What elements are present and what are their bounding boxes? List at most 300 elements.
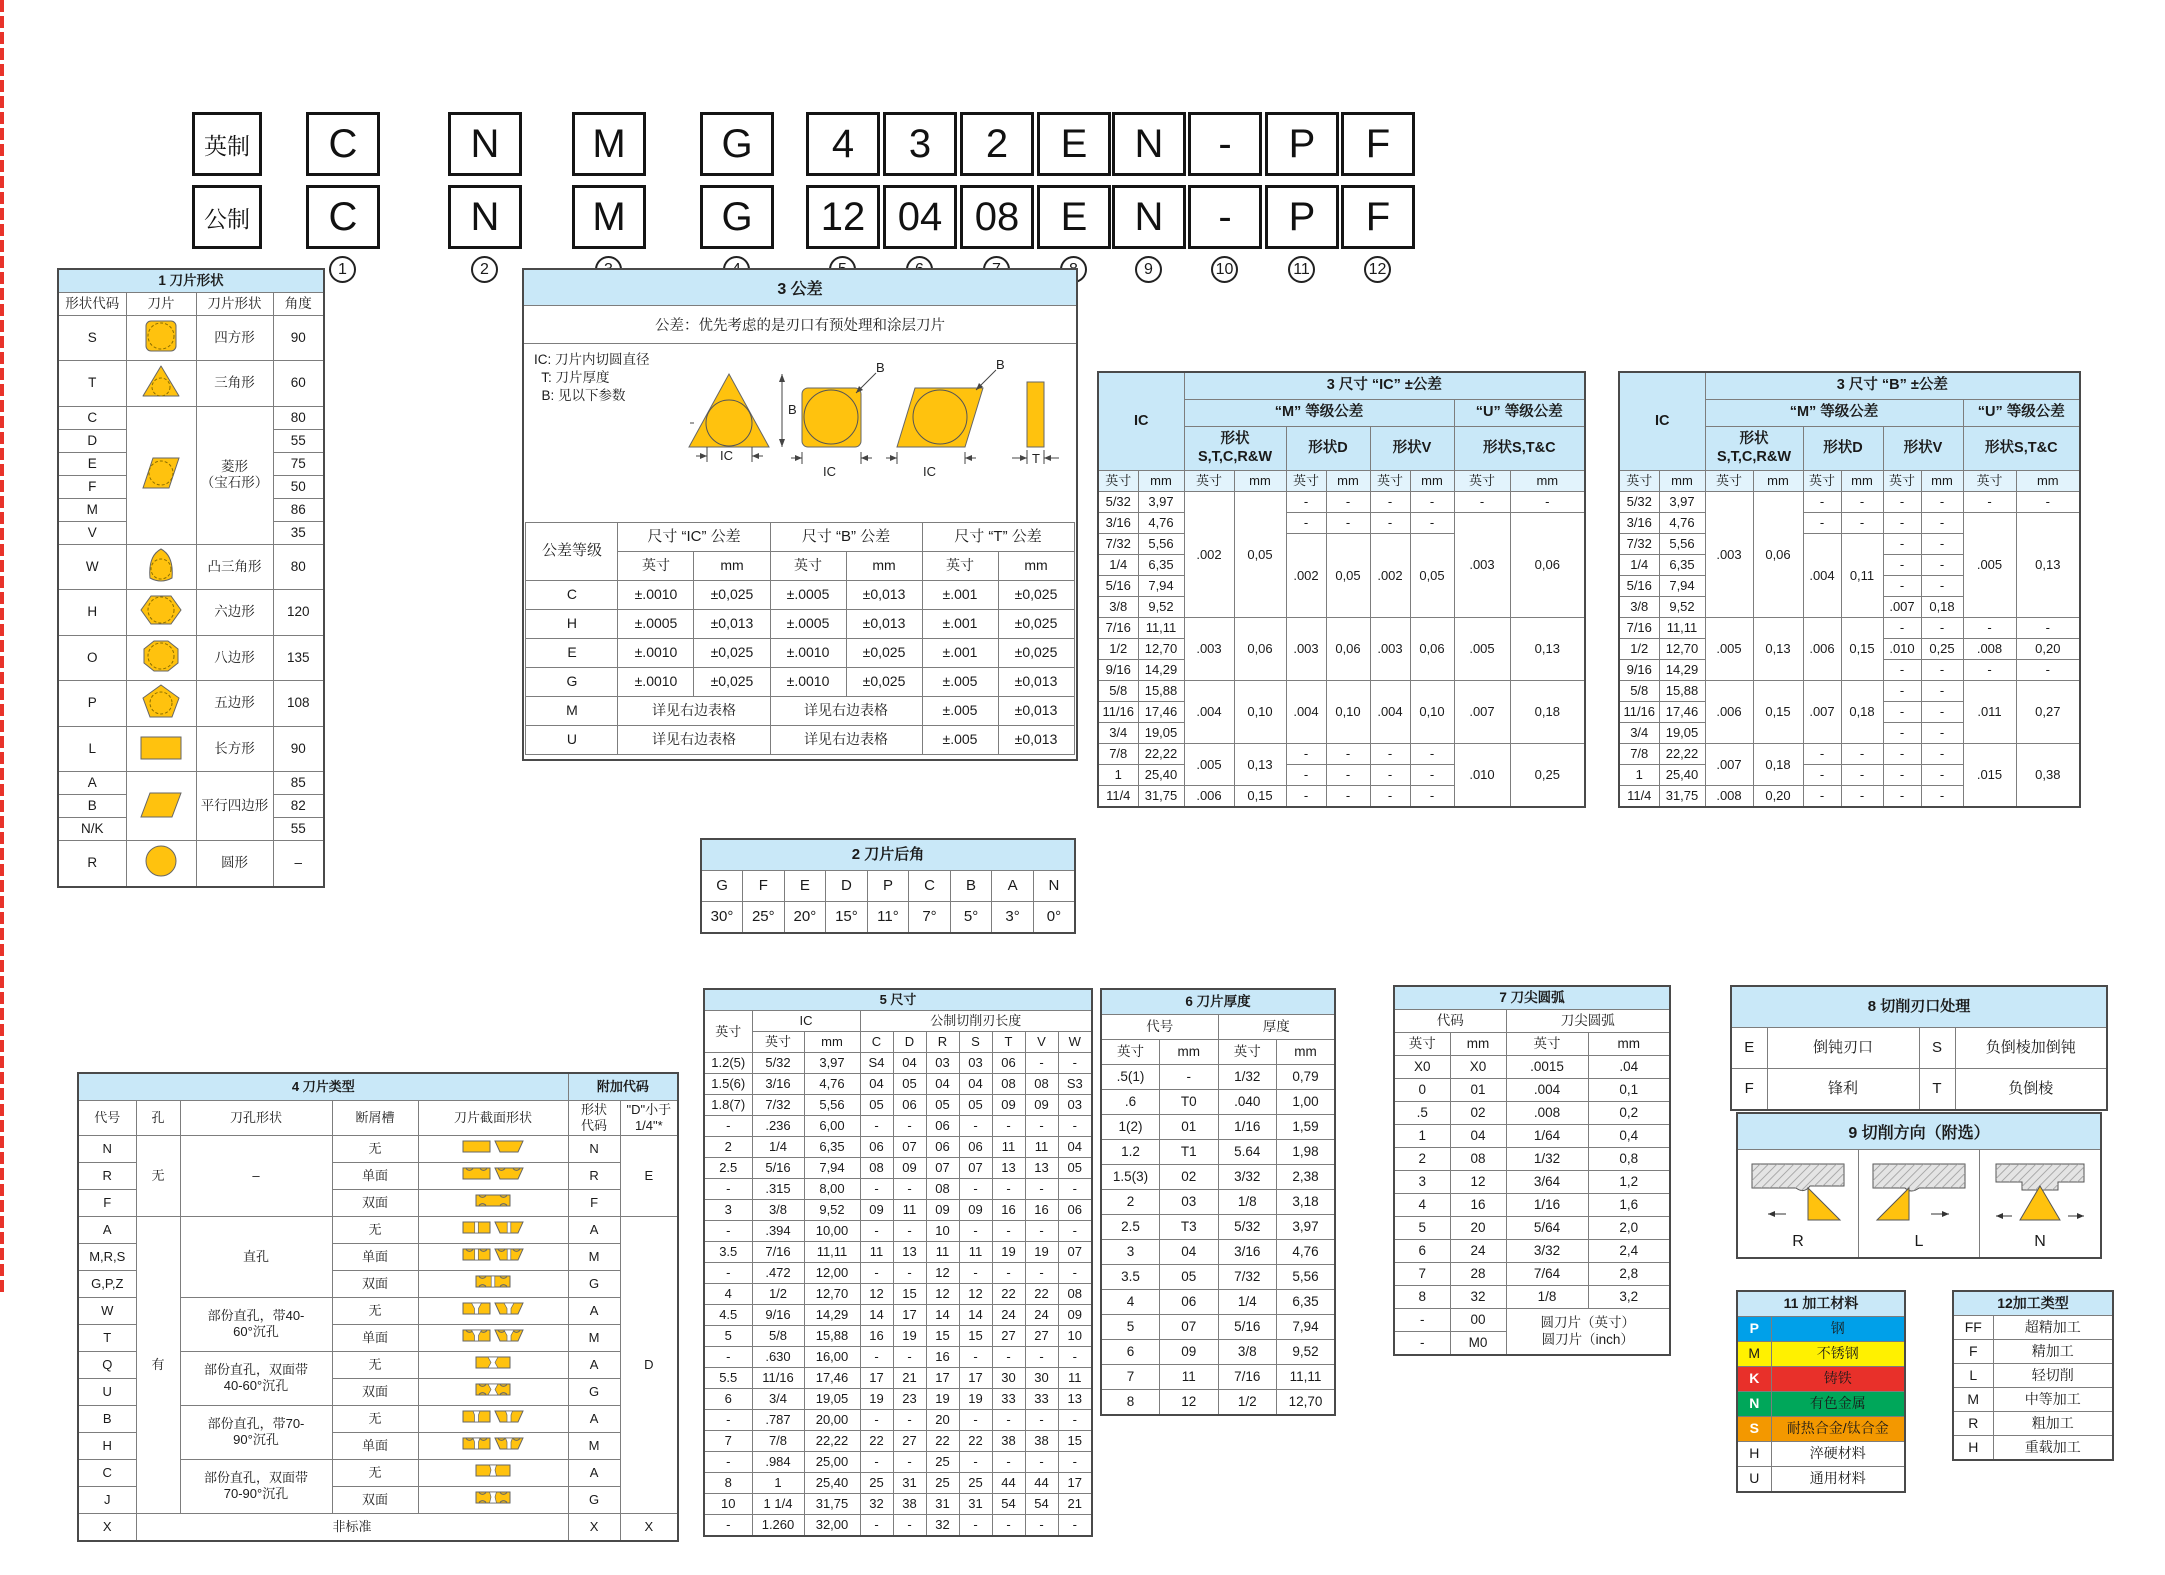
cell: 6,35 xyxy=(1659,555,1705,576)
cell: 1/32 xyxy=(1506,1148,1588,1171)
cell: - xyxy=(1058,1053,1092,1074)
cell: 五边形 xyxy=(196,681,273,726)
imperial-code-box: N xyxy=(1112,112,1186,176)
cell: 11 xyxy=(1025,1137,1058,1158)
cell: 1/8 xyxy=(1218,1190,1277,1215)
cell: 6 xyxy=(1394,1240,1450,1263)
cell: M xyxy=(1737,1342,1771,1367)
cell: 1,98 xyxy=(1277,1140,1336,1165)
cell: 3/32 xyxy=(1506,1240,1588,1263)
cell: 3/4 xyxy=(752,1389,804,1410)
cell: - xyxy=(1058,1179,1092,1200)
cell: 20 xyxy=(926,1410,959,1431)
table-row xyxy=(1953,1412,2113,1436)
cell: “U” 等级公差 xyxy=(1454,400,1585,427)
cell: 11 xyxy=(1058,1368,1092,1389)
cell: E xyxy=(1731,1028,1767,1069)
cell: 淬硬材料 xyxy=(1771,1442,1905,1467)
cell: P xyxy=(867,871,909,902)
cell: “M” 等级公差 xyxy=(1705,400,1963,427)
cell: 4 xyxy=(704,1284,752,1305)
cell: 22 xyxy=(1025,1284,1058,1305)
cell: IC xyxy=(1098,372,1184,471)
cell: 2,4 xyxy=(1588,1240,1670,1263)
cell: 54 xyxy=(992,1494,1025,1515)
cell: 7 xyxy=(1101,1365,1160,1390)
cell: - xyxy=(1025,1053,1058,1074)
cell: 13 xyxy=(893,1242,926,1263)
table-row xyxy=(58,635,324,680)
cell: 24 xyxy=(1450,1240,1506,1263)
cell: 3/4 xyxy=(1098,723,1138,744)
cell: 0,11 xyxy=(1841,534,1883,618)
table-row xyxy=(704,1263,1092,1284)
cell: - xyxy=(893,1515,926,1537)
cell: 7/8 xyxy=(752,1431,804,1452)
cell: 25,40 xyxy=(1659,765,1705,786)
cell: N xyxy=(78,1135,136,1162)
cell: 1.5(6) xyxy=(704,1074,752,1095)
table-row xyxy=(1619,744,2080,765)
cell: 0,06 xyxy=(1326,618,1370,681)
cell: 刀尖圆弧 xyxy=(1506,1010,1670,1033)
cell: 0,18 xyxy=(1753,744,1803,786)
cell: mm xyxy=(1753,471,1803,492)
cell: 85 xyxy=(273,772,324,795)
cell: 06 xyxy=(926,1116,959,1137)
note-ic: IC: 刀片内切圆直径 xyxy=(534,352,650,367)
table-row xyxy=(58,544,324,589)
cell: 5/16 xyxy=(752,1158,804,1179)
cell: H xyxy=(526,610,618,639)
cell: 11,11 xyxy=(1659,618,1705,639)
cell: 0,13 xyxy=(1234,744,1286,786)
cell: 5/64 xyxy=(1506,1217,1588,1240)
cs-hole-icon xyxy=(418,1216,568,1243)
cell: 0,05 xyxy=(1326,534,1370,618)
cell: - xyxy=(1883,786,1921,808)
cell: 04 xyxy=(860,1074,893,1095)
cell: 09 xyxy=(1025,1095,1058,1116)
cell: 英寸 xyxy=(1803,471,1841,492)
cell: 无 xyxy=(332,1405,418,1432)
cell: B xyxy=(58,795,126,818)
cell: 形状S,T,C,R&W xyxy=(1184,427,1286,471)
cell: mm xyxy=(1921,471,1963,492)
cell: 3/8 xyxy=(1218,1340,1277,1365)
table-row xyxy=(704,1221,1092,1242)
cell: 1 刀片形状 xyxy=(58,269,324,293)
imperial-code-box: - xyxy=(1188,112,1262,176)
cell: 负倒棱加倒钝 xyxy=(1955,1028,2107,1069)
cell: - xyxy=(1803,492,1841,513)
cell: 0,79 xyxy=(1277,1065,1336,1090)
cell: 0,25 xyxy=(1921,639,1963,660)
table-row xyxy=(1737,1442,1905,1467)
cell: mm xyxy=(2016,471,2080,492)
cell: - xyxy=(1326,744,1370,765)
cell: 04 xyxy=(959,1074,992,1095)
cell: 9/16 xyxy=(752,1305,804,1326)
table-row xyxy=(58,681,324,726)
cs-hole-double-icon xyxy=(418,1270,568,1297)
cell: 11 xyxy=(959,1242,992,1263)
cell: - xyxy=(992,1263,1025,1284)
cell: 1/64 xyxy=(1506,1125,1588,1148)
cell: M0 xyxy=(1450,1332,1506,1356)
table-row xyxy=(704,1137,1092,1158)
cell: 尺寸 “T” 公差 xyxy=(922,523,1074,552)
cell: 11 xyxy=(893,1200,926,1221)
page-edge-artifact xyxy=(0,0,4,1295)
cell: A xyxy=(568,1405,620,1432)
cell: 28 xyxy=(1450,1263,1506,1286)
cell: - xyxy=(2016,618,2080,639)
cell: 30 xyxy=(1025,1368,1058,1389)
cell: - xyxy=(1883,534,1921,555)
cell: 0,13 xyxy=(1753,618,1803,681)
table-row xyxy=(1101,1065,1335,1090)
cell: - xyxy=(893,1179,926,1200)
cell: A xyxy=(568,1297,620,1324)
cell: 5,56 xyxy=(1277,1265,1336,1290)
table-row xyxy=(58,361,324,406)
cell: 锋利 xyxy=(1767,1069,1919,1111)
cell: 无 xyxy=(136,1135,180,1216)
cell: N/K xyxy=(58,818,126,841)
cell: - xyxy=(1883,576,1921,597)
cell: .010 xyxy=(1454,744,1510,808)
imperial-code-box: 2 xyxy=(960,112,1034,176)
cell: FF xyxy=(1953,1316,1993,1340)
cell: 06 xyxy=(959,1137,992,1158)
cell: 19 xyxy=(926,1389,959,1410)
cell: G xyxy=(568,1378,620,1405)
cell: .0015 xyxy=(1506,1056,1588,1079)
cutting-direction-title: 9 切削方向（附选） xyxy=(1738,1114,2100,1150)
cell: 08 xyxy=(992,1074,1025,1095)
table-row xyxy=(1098,681,1585,702)
cell: 1(2) xyxy=(1101,1115,1160,1140)
cell: 1/8 xyxy=(1506,1286,1588,1309)
cell: 2 xyxy=(704,1137,752,1158)
cell: 9,52 xyxy=(1138,597,1184,618)
cell: X xyxy=(620,1513,678,1541)
cell: .003 xyxy=(1370,618,1410,681)
cell: .6 xyxy=(1101,1090,1160,1115)
table-row xyxy=(1394,1102,1670,1125)
table-row xyxy=(58,772,324,795)
cell: C xyxy=(526,581,618,610)
cell: G,P,Z xyxy=(78,1270,136,1297)
cell: 12,70 xyxy=(1277,1390,1336,1416)
insert-rhombus-icon xyxy=(126,406,196,544)
cell: .004 xyxy=(1506,1079,1588,1102)
cell: 04 xyxy=(1450,1125,1506,1148)
cell: - xyxy=(704,1452,752,1473)
cell: 07 xyxy=(1160,1315,1219,1340)
cell: 16 xyxy=(1025,1200,1058,1221)
cell: 7/64 xyxy=(1506,1263,1588,1286)
cs-sink40-icon xyxy=(418,1297,568,1324)
cell: G xyxy=(526,668,618,697)
cell: 14,29 xyxy=(1659,660,1705,681)
cell: .394 xyxy=(752,1221,804,1242)
table-row xyxy=(1731,1069,2107,1111)
cell: 5/16 xyxy=(1098,576,1138,597)
cell: C xyxy=(78,1459,136,1486)
cell: 1/2 xyxy=(1619,639,1659,660)
cell: - xyxy=(1883,492,1921,513)
cell: 10,00 xyxy=(804,1221,860,1242)
cell: 16 xyxy=(1450,1194,1506,1217)
cell: 5/16 xyxy=(1218,1315,1277,1340)
cell: 11/16 xyxy=(1619,702,1659,723)
cell: 11/16 xyxy=(1098,702,1138,723)
cell: .010 xyxy=(1883,639,1921,660)
cell: 0,06 xyxy=(1234,618,1286,681)
cell: 33 xyxy=(992,1389,1025,1410)
cell: 14,29 xyxy=(1138,660,1184,681)
cell: F xyxy=(1953,1340,1993,1364)
cell: O xyxy=(58,635,126,680)
cell: 38 xyxy=(1025,1431,1058,1452)
cell: 1/16 xyxy=(1506,1194,1588,1217)
cell: mm xyxy=(1138,471,1184,492)
cell: 2 刀片后角 xyxy=(701,839,1075,871)
cell: 5/16 xyxy=(1619,576,1659,597)
cell: 部份直孔，双面带 40-60°沉孔 xyxy=(180,1351,332,1405)
cell: 09 xyxy=(992,1095,1025,1116)
metric-code-box: 04 xyxy=(883,185,957,249)
cell: 菱形 （宝石形） xyxy=(196,406,273,544)
cell: - xyxy=(1921,723,1963,744)
cell: 5.64 xyxy=(1218,1140,1277,1165)
cell: 14 xyxy=(926,1305,959,1326)
cell: 5/32 xyxy=(1218,1215,1277,1240)
cell: 1 xyxy=(1619,765,1659,786)
imperial-code-box: E xyxy=(1037,112,1111,176)
cell: - xyxy=(1286,765,1326,786)
cell: 粗加工 xyxy=(1993,1412,2113,1436)
cell: 5/32 xyxy=(1098,492,1138,513)
cell: 3/16 xyxy=(752,1074,804,1095)
cell: - xyxy=(704,1221,752,1242)
table-row xyxy=(1619,492,2080,513)
cs-sink70-single-icon xyxy=(418,1432,568,1459)
imperial-code-box: P xyxy=(1265,112,1339,176)
cell: 16 xyxy=(926,1347,959,1368)
cell: T1 xyxy=(1160,1140,1219,1165)
cell: - xyxy=(1058,1452,1092,1473)
cell: 尺寸 “B” 公差 xyxy=(770,523,922,552)
cell: 09 xyxy=(926,1200,959,1221)
cell: 形状S,T&C xyxy=(1454,427,1585,471)
cell: - xyxy=(1921,513,1963,534)
note-t: T: 刀片厚度 xyxy=(534,370,610,385)
cell: mm xyxy=(1234,471,1286,492)
cell: .007 xyxy=(1803,681,1841,744)
cell: .630 xyxy=(752,1347,804,1368)
cell: U xyxy=(1737,1467,1771,1493)
cell: - xyxy=(1841,513,1883,534)
cell: 0,18 xyxy=(1510,681,1585,744)
cell: - xyxy=(1963,618,2016,639)
cell: 08 xyxy=(1058,1284,1092,1305)
insert-circle-icon xyxy=(126,841,196,887)
cell: - xyxy=(1883,723,1921,744)
cell: 9,52 xyxy=(1277,1340,1336,1365)
cell: 25 xyxy=(959,1473,992,1494)
cell: 英寸 xyxy=(1619,471,1659,492)
position-number: 11 xyxy=(1288,256,1315,283)
cell: 0,2 xyxy=(1588,1102,1670,1125)
cell: 82 xyxy=(273,795,324,818)
cell: 135 xyxy=(273,635,324,680)
cell: 1.2(5) xyxy=(704,1053,752,1074)
cell: 11 xyxy=(992,1137,1025,1158)
table-row xyxy=(704,1410,1092,1431)
cell: D xyxy=(893,1032,926,1053)
cell: 17,46 xyxy=(1659,702,1705,723)
table-row xyxy=(1394,1217,1670,1240)
insert-square-icon xyxy=(126,316,196,361)
cell: M xyxy=(526,697,618,726)
cell: 形状D xyxy=(1803,427,1883,471)
cell: - xyxy=(1286,492,1326,513)
direction-label: R xyxy=(1792,1233,1804,1250)
cell: - xyxy=(1454,492,1510,513)
table-row xyxy=(58,406,324,429)
cell: 05 xyxy=(860,1095,893,1116)
cell: - xyxy=(1883,765,1921,786)
cell: 17 xyxy=(1058,1473,1092,1494)
cell: 31,75 xyxy=(1138,786,1184,808)
cell: 108 xyxy=(273,681,324,726)
cell: 8 xyxy=(704,1473,752,1494)
insert-rectangle-icon xyxy=(126,726,196,771)
cell: 2,8 xyxy=(1588,1263,1670,1286)
cutting-direction-section xyxy=(1736,1112,2102,1259)
cell: 尺寸 “IC” 公差 xyxy=(618,523,770,552)
cell: - xyxy=(1921,744,1963,765)
cell: 09 xyxy=(1058,1305,1092,1326)
dim-label-b: B xyxy=(876,360,885,375)
cell: ±0,025 xyxy=(694,639,770,668)
table-row xyxy=(704,1011,1092,1032)
table-row xyxy=(1101,1190,1335,1215)
cell: .315 xyxy=(752,1179,804,1200)
cell: - xyxy=(1963,492,2016,513)
cell: 12 xyxy=(926,1284,959,1305)
cell: 90 xyxy=(273,316,324,361)
cell: - xyxy=(704,1179,752,1200)
cell: 3/8 xyxy=(1619,597,1659,618)
cell: S4 xyxy=(860,1053,893,1074)
cell: 厚度 xyxy=(1218,1015,1335,1040)
cell: 05 xyxy=(1160,1265,1219,1290)
cell: 31 xyxy=(893,1473,926,1494)
cell: 22,22 xyxy=(1659,744,1705,765)
cell: - xyxy=(1025,1179,1058,1200)
cell: ±.001 xyxy=(922,639,998,668)
table-row xyxy=(1394,986,1670,1010)
cell: 0,8 xyxy=(1588,1148,1670,1171)
cell: 25 xyxy=(926,1473,959,1494)
cell: 5 尺寸 xyxy=(704,989,1092,1011)
cell: 7/32 xyxy=(752,1095,804,1116)
cell: - xyxy=(1025,1410,1058,1431)
cell: - xyxy=(1921,534,1963,555)
cell: - xyxy=(1883,660,1921,681)
cell: 31,75 xyxy=(1659,786,1705,808)
cell: - xyxy=(1025,1452,1058,1473)
cell: 21 xyxy=(1058,1494,1092,1515)
cell: V xyxy=(58,521,126,544)
cell: 31,75 xyxy=(804,1494,860,1515)
cell: U xyxy=(526,726,618,755)
cell: 4 刀片类型 xyxy=(78,1073,568,1101)
cell: 15,88 xyxy=(1659,681,1705,702)
cell: 3/32 xyxy=(1218,1165,1277,1190)
cell: - xyxy=(959,1179,992,1200)
cell: - xyxy=(959,1263,992,1284)
cell: mm xyxy=(804,1032,860,1053)
table-row xyxy=(704,1179,1092,1200)
cell: .003 xyxy=(1705,492,1753,618)
cell: - xyxy=(860,1263,893,1284)
cell: 无 xyxy=(332,1459,418,1486)
cell: 09 xyxy=(893,1158,926,1179)
dim-label-ic: IC xyxy=(823,464,836,479)
cell: 2.5 xyxy=(704,1158,752,1179)
cell: - xyxy=(860,1179,893,1200)
cell: .015 xyxy=(1963,744,2016,808)
cell: 12 xyxy=(959,1284,992,1305)
cell: 25 xyxy=(860,1473,893,1494)
cell: 0,06 xyxy=(1753,492,1803,618)
cell: .007 xyxy=(1883,597,1921,618)
cell: T xyxy=(58,361,126,406)
table-row xyxy=(704,1284,1092,1305)
cell: 07 xyxy=(926,1158,959,1179)
cell: W xyxy=(1058,1032,1092,1053)
cell: 7/32 xyxy=(1218,1265,1277,1290)
cell: “M” 等级公差 xyxy=(1184,400,1454,427)
cell: 6,35 xyxy=(804,1137,860,1158)
cell: 06 xyxy=(860,1137,893,1158)
cell: X xyxy=(568,1513,620,1541)
table-row xyxy=(1953,1316,2113,1340)
table-row xyxy=(58,269,324,293)
cell: 3.5 xyxy=(1101,1265,1160,1290)
imperial-code-box: 4 xyxy=(806,112,880,176)
table-row xyxy=(704,1032,1092,1053)
cell: 19 xyxy=(992,1242,1025,1263)
cell: - xyxy=(959,1116,992,1137)
cell: 8,00 xyxy=(804,1179,860,1200)
imperial-code-box: M xyxy=(572,112,646,176)
cell: 11 加工材料 xyxy=(1737,1291,1905,1317)
cell: .005 xyxy=(1454,618,1510,681)
imperial-code-box: C xyxy=(306,112,380,176)
cell: - xyxy=(1286,786,1326,808)
cell: 0,10 xyxy=(1410,681,1454,744)
cell: 86 xyxy=(273,498,324,521)
cell: P xyxy=(58,681,126,726)
cell: 英寸 xyxy=(618,552,694,581)
cell: 54 xyxy=(1025,1494,1058,1515)
